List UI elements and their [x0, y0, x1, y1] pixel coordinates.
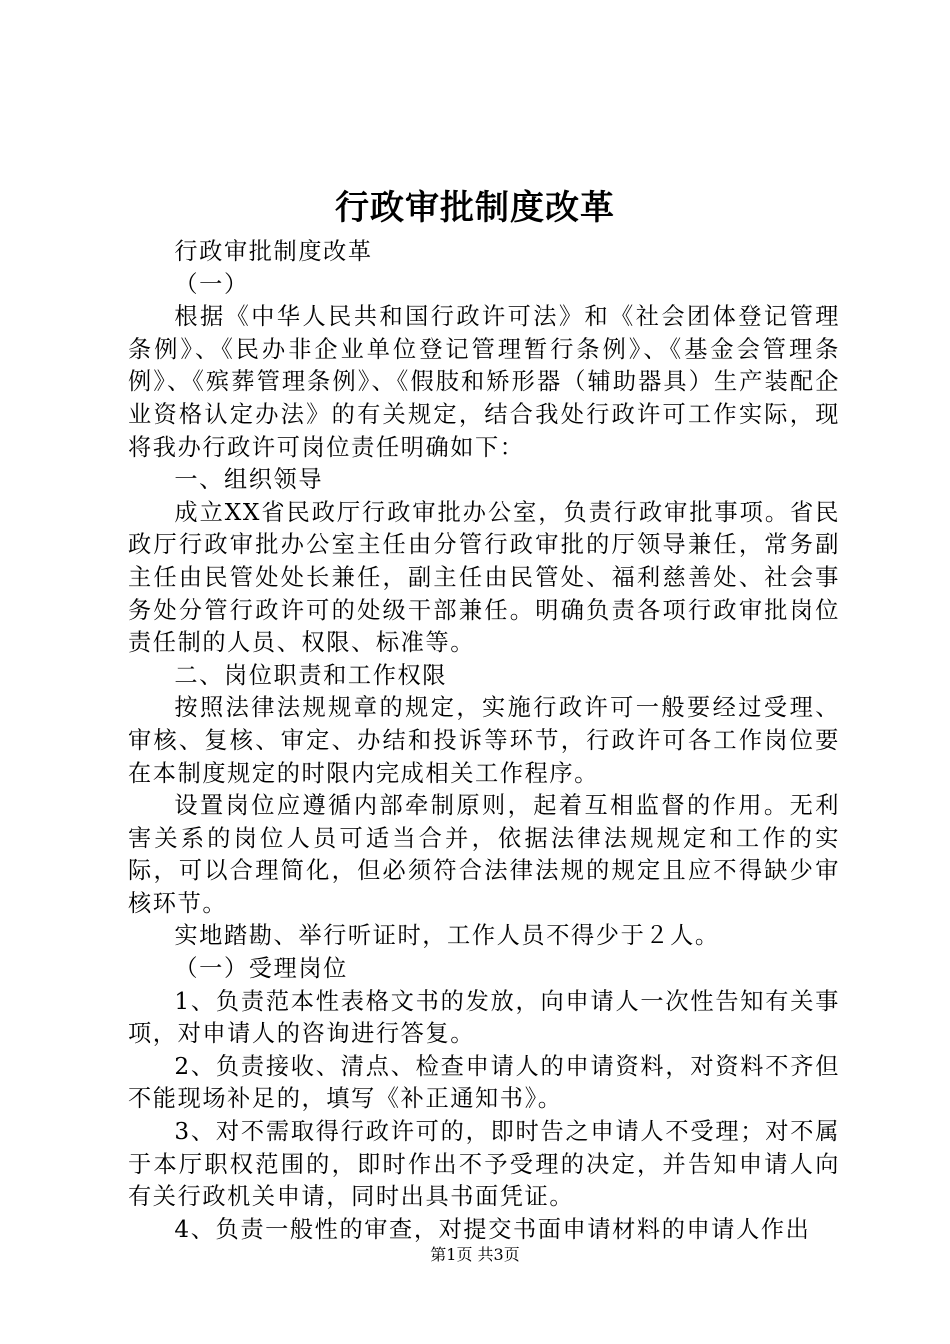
paragraph-organization: 成立XX省民政厅行政审批办公室，负责行政审批事项。省民政厅行政审批办公室主任由分管行政审批的厅领导兼任，常务副主任由民管处处长兼任，副主任由民管处、福利慈善处、社会事务处分管行政许可的处级干部兼任。明确负责各项行政审批岗位责任制的人员、权限、标准等。	[128, 498, 840, 657]
paragraph-legal-basis: 根据《中华人民共和国行政许可法》和《社会团体登记管理条例》、《民办非企业单位登记管理暂行条例》、《基金会管理条例》、《殡葬管理条例》、《假肢和矫形器（辅助器具）生产装配企业资格认定办法》的有关规定，结合我处行政许可工作实际，现将我办行政许可岗位责任明确如下：	[128, 303, 840, 461]
document-title: 行政审批制度改革	[335, 188, 615, 228]
paragraph-post-setup: 设置岗位应遵循内部牵制原则，起着互相监督的作用。无利害关系的岗位人员可适当合并，依据法律法规规定和工作的实际，可以合理简化，但必须符合法律法规的规定且应不得缺少审核环节。	[128, 792, 840, 917]
document-body	[128, 236, 840, 1246]
heading-organization: 一、组织领导	[174, 466, 324, 494]
paragraph-section-marker: （一）	[174, 270, 249, 298]
list-item-2: 2、负责接收、清点、检查申请人的申请资料，对资料不齐但不能现场补足的，填写《补正通知书》。	[128, 1052, 840, 1113]
list-item-3: 3、对不需取得行政许可的，即时告之申请人不受理；对不属于本厅职权范围的，即时作出不予受理的决定，并告知申请人向有关行政机关申请，同时出具书面凭证。	[128, 1118, 840, 1211]
heading-acceptance-post: （一）受理岗位	[174, 955, 348, 983]
page-number-footer: 第1页 共3页	[430, 1245, 520, 1264]
list-item-1: 1、负责范本性表格文书的发放，向申请人一次性告知有关事项，对申请人的咨询进行答复。	[128, 987, 840, 1048]
paragraph-subtitle: 行政审批制度改革	[174, 238, 373, 265]
paragraph-inspection: 实地踏勘、举行听证时，工作人员不得少于２人。	[174, 922, 720, 950]
heading-duties: 二、岗位职责和工作权限	[174, 661, 448, 689]
list-item-4: 4、负责一般性的审查，对提交书面申请材料的申请人作出	[174, 1215, 811, 1243]
paragraph-procedure: 按照法律法规规章的规定，实施行政许可一般要经过受理、审核、复核、审定、办结和投诉等环节，行政许可各工作岗位要在本制度规定的时限内完成相关工作程序。	[128, 694, 840, 787]
